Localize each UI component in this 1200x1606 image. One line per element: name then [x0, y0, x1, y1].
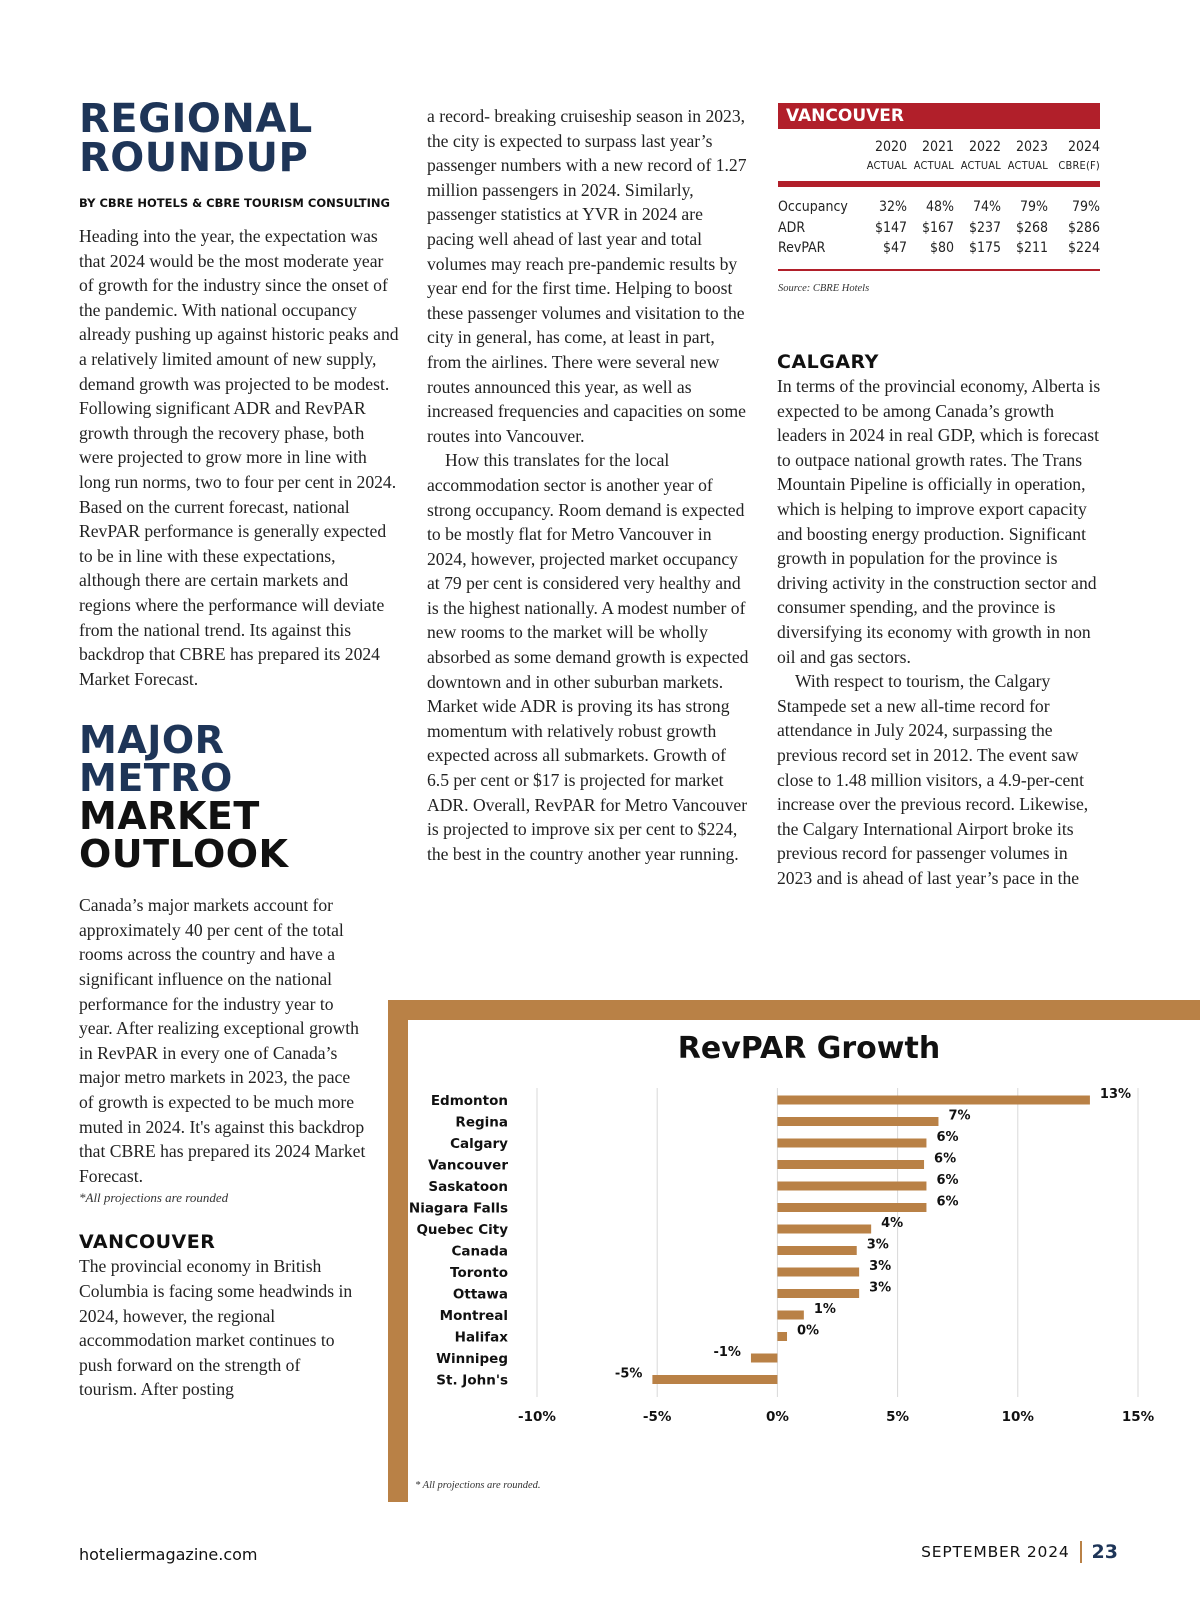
bar-11 — [777, 1332, 787, 1341]
bar-8 — [777, 1268, 859, 1277]
category-label-10: Montreal — [439, 1308, 508, 1324]
category-label-4: Saskatoon — [428, 1179, 508, 1195]
category-label-0: Edmonton — [430, 1093, 508, 1109]
intro-paragraph: Heading into the year, the expectation was that 2024 would be the most moderate year of growth for the industry since the onset of the pandemic. With national occupancy already pushing up against historic peaks and a relatively limited amount of new supply, demand growth was projected to be modest. Following significant ADR and RevPAR growth through the recovery phase, both were projected to grow more in line with long run norms, two to four per cent in 2024. Based on the current forecast, national RevPAR performance is generally expected to be in line with these expectations, although there are certain markets and regions where the performance will deviate from the national trend. Its against this backdrop that CBRE has prepared its 2024 Market Forecast. — [79, 226, 399, 689]
bar-6 — [777, 1225, 871, 1234]
category-label-6: Quebec City — [416, 1222, 508, 1238]
byline: BY CBRE HOTELS & CBRE TOURISM CONSULTING — [79, 196, 390, 210]
value-label-3: 6% — [934, 1151, 957, 1167]
column-3 — [777, 350, 1102, 890]
table-row-adr: ADR $147 $167 $237 $268 $286 — [778, 219, 1100, 236]
value-label-10: 1% — [813, 1302, 836, 1317]
category-label-1: Regina — [455, 1114, 508, 1131]
calgary-paragraph-1: In terms of the provincial economy, Alberta is expected to be among Canada’s growth leaders in 2024 in real GDP, which is forecast to outpace national growth rates. The Trans Mountain Pipeline is officially in operation, which is helping to improve export capacity and boosting energy production. Significant growth in population for the province is driving activity in the construction sector and consumer spending, and the province is diversifying its economy with growth in non oil and gas sectors. — [777, 376, 1101, 667]
vancouver-paragraph: The provincial economy in British Columbia is facing some headwinds in 2024, however, the regional accommodation market continues to push forward on the strength of tourism. After posting — [79, 1256, 353, 1400]
category-label-7: Canada — [451, 1243, 508, 1260]
category-label-12: Winnipeg — [436, 1351, 508, 1367]
category-label-11: Halifax — [454, 1329, 508, 1346]
chart-title: RevPAR Growth — [677, 1031, 941, 1066]
footer-site: hoteliermagazine.com — [79, 1545, 258, 1564]
category-label-13: St. John's — [436, 1372, 508, 1389]
heading-outlook: OUTLOOK — [79, 832, 289, 877]
value-label-6: 4% — [881, 1216, 904, 1231]
x-tick-label-4: 10% — [1001, 1409, 1034, 1425]
column-2 — [427, 104, 752, 866]
column-1 — [79, 96, 399, 1402]
x-tick-label-1: -5% — [642, 1409, 672, 1425]
bar-0 — [777, 1096, 1090, 1105]
category-label-9: Ottawa — [452, 1286, 508, 1303]
value-label-11: 0% — [797, 1323, 820, 1339]
revpar-growth-chart — [408, 1020, 1200, 1475]
bar-4 — [777, 1182, 926, 1191]
title-line-1: REGIONAL — [79, 96, 313, 142]
vancouver-table — [778, 103, 1100, 294]
heading-market: MARKET — [79, 794, 260, 839]
x-tick-label-0: -10% — [518, 1409, 556, 1425]
bar-9 — [777, 1289, 859, 1298]
col-header-2022: 2022 ACTUAL — [960, 139, 1001, 172]
value-label-7: 3% — [866, 1237, 889, 1253]
bar-2 — [777, 1139, 926, 1148]
value-label-12: -1% — [713, 1345, 741, 1360]
table-divider — [778, 181, 1100, 187]
category-label-3: Vancouver — [428, 1157, 508, 1174]
bar-13 — [652, 1375, 777, 1384]
vancouver-heading: VANCOUVER — [79, 1231, 216, 1254]
category-label-8: Toronto — [450, 1265, 508, 1281]
chart-note: * All projections are rounded. — [415, 1480, 541, 1491]
bar-7 — [777, 1246, 856, 1255]
value-label-9: 3% — [869, 1280, 892, 1296]
col-header-2024: 2024 CBRE(F) — [1058, 139, 1100, 172]
value-label-2: 6% — [936, 1130, 959, 1145]
table-bottom-rule — [778, 269, 1100, 271]
article-title — [79, 96, 399, 181]
major-metro-paragraph: Canada’s major markets account for approximately 40 per cent of the total rooms across the country and have a significant influence on the national performance for the industry year to year. After realizing exceptional growth in RevPAR in every one of Canada’s major metro markets in 2023, the pace of growth is expected to be much more muted in 2024. It's against this backdrop that CBRE has prepared its 2024 Market Forecast. — [79, 895, 366, 1186]
table-source: Source: CBRE Hotels — [778, 282, 870, 294]
value-label-5: 6% — [936, 1194, 959, 1210]
category-label-2: Calgary — [450, 1136, 508, 1152]
bar-12 — [751, 1354, 777, 1363]
rounded-note: *All projections are rounded — [79, 1190, 229, 1206]
calgary-heading: CALGARY — [777, 351, 879, 373]
footer-right — [921, 1541, 1118, 1563]
table-header — [778, 138, 1100, 174]
table-row-occupancy: Occupancy 32% 48% 74% 79% 79% — [778, 199, 1100, 216]
col2-paragraph-1: a record- breaking cruiseship season in 2023, the city is expected to surpass last year’s passenger numbers with a new record of 1.27 million passengers in 2024. Similarly, passenger statistics at YVR in 2024 are pacing well ahead of last year and total volumes may reach pre-pandemic results by year end for the first time. Helping to boost these passenger volumes and visitation to the city in general, has come, at least in part, from the airlines. There were several new routes announced this year, as well as increased frequencies and capacities on some routes into Vancouver. — [427, 106, 747, 446]
chart-frame-left — [388, 1000, 408, 1502]
value-label-1: 7% — [948, 1108, 971, 1124]
value-label-13: -5% — [614, 1366, 643, 1382]
footer-separator — [1080, 1541, 1082, 1563]
col-header-2021: 2021 ACTUAL — [913, 139, 954, 172]
section-heading-major-metro — [79, 718, 399, 877]
chart-frame-top — [388, 1000, 1200, 1020]
title-line-2: ROUNDUP — [79, 135, 309, 181]
calgary-paragraph-2: With respect to tourism, the Calgary Stampede set a new all-time record for attendance in July 2024, surpassing the previous record set in 2012. The event saw close to 1.48 million visitors, a 4.9-per-cent increase over the previous record. Likewise, the Calgary International Airport broke its previous record for passenger volumes in 2023 and is ahead of last year’s pace in the — [777, 671, 1089, 888]
heading-major: MAJOR — [79, 718, 225, 763]
col-header-2023: 2023 ACTUAL — [1007, 139, 1048, 172]
x-tick-label-2: 0% — [765, 1409, 789, 1425]
value-label-0: 13% — [1099, 1087, 1132, 1102]
bar-3 — [777, 1160, 924, 1169]
x-tick-label-5: 15% — [1121, 1409, 1155, 1425]
page-number: 23 — [1091, 1541, 1118, 1563]
heading-metro: METRO — [79, 756, 233, 801]
footer-month: SEPTEMBER 2024 — [921, 1543, 1070, 1561]
vancouver-table-title: VANCOUVER — [778, 103, 1100, 129]
value-label-8: 3% — [869, 1259, 892, 1274]
col-header-2020: 2020 ACTUAL — [866, 139, 907, 172]
bar-10 — [777, 1311, 803, 1320]
x-tick-label-3: 5% — [886, 1409, 910, 1425]
value-label-4: 6% — [936, 1173, 959, 1188]
bar-1 — [777, 1117, 938, 1126]
table-row-revpar: RevPAR $47 $80 $175 $211 $224 — [778, 240, 1100, 257]
bar-5 — [777, 1203, 926, 1212]
category-label-5: Niagara Falls — [408, 1200, 508, 1217]
col2-paragraph-2: How this translates for the local accommodation sector is another year of strong occupancy. Room demand is expected to be mostly flat for Metro Vancouver in 2024, however, projected market occupancy at 79 per cent is considered very healthy and is the highest nationally. A modest number of new rooms to the market will be wholly absorbed as some demand growth is expected downtown and in other suburban markets. Market wide ADR is proving its has strong momentum with relatively robust growth expected across all submarkets. Growth of 6.5 per cent or $17 is projected for market ADR. Overall, RevPAR for Metro Vancouver is projected to improve six per cent to $224, the best in the country another year running. — [427, 450, 749, 864]
